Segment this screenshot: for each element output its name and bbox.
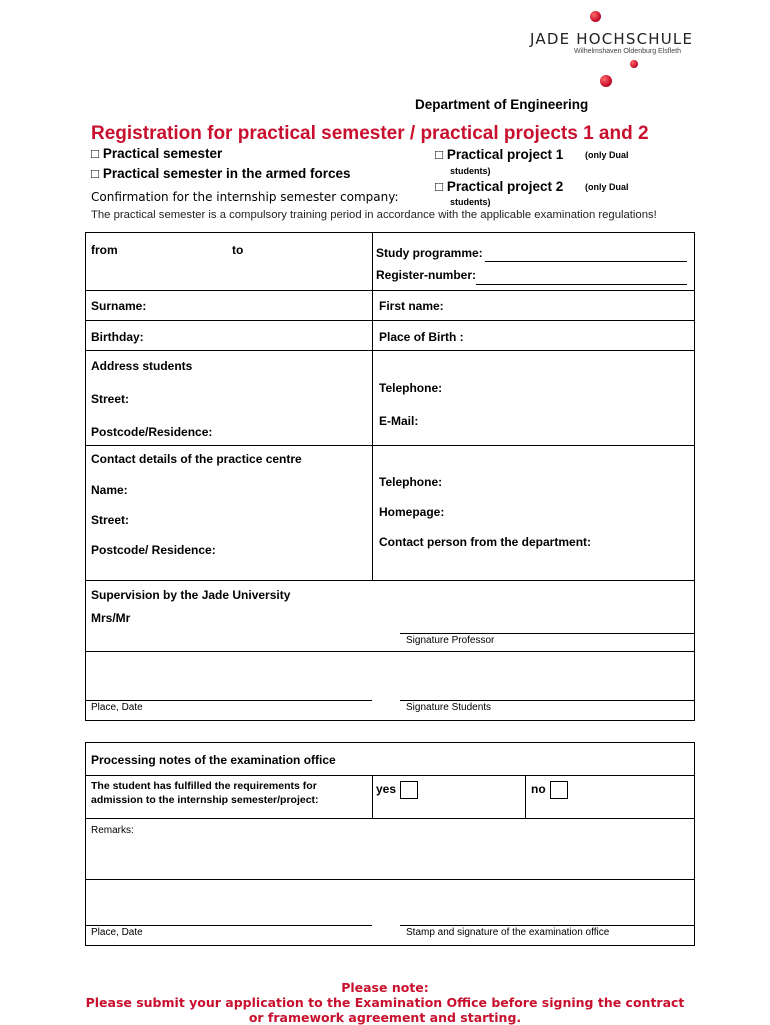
students-2: students) [450,197,491,207]
remarks-label: Remarks: [91,825,134,836]
telephone-label: Telephone: [379,381,443,395]
signature-students-caption: Signature Students [406,702,492,713]
mrs-mr-label: Mrs/Mr [91,611,131,625]
supervision-label: Supervision by the Jade University [91,588,291,602]
fulfilled-line2: admission to the internship semester/project: [91,794,319,806]
note-line1: Please submit your application to the Examination Office before signing the contract [85,995,685,1010]
place-date-line[interactable] [85,700,372,701]
option-armed-forces[interactable]: □ Practical semester in the armed forces [91,166,351,181]
to-label: to [232,243,244,257]
study-programme-field[interactable] [485,261,687,262]
postcode-label: Postcode/Residence: [91,425,213,439]
confirmation-label: Confirmation for the internship semester company: [91,190,399,204]
telephone2-label: Telephone: [379,475,443,489]
office-heading: Processing notes of the examination office [91,753,336,767]
contact-details-label: Contact details of the practice centre [91,452,302,466]
register-number-label: Register-number: [376,268,477,282]
department: Department of Engineering [415,97,589,112]
yes-label: yes [376,782,397,797]
address-students-label: Address students [91,359,193,373]
option-project-1[interactable]: □ Practical project 1 [435,147,564,162]
page-title: Registration for practical semester / practical projects 1 and 2 [91,123,649,144]
street-label: Street: [91,392,130,406]
study-programme-label: Study programme: [376,246,483,260]
no-label: no [531,782,546,797]
signature-professor-line[interactable] [400,633,695,634]
option-project-2[interactable]: □ Practical project 2 [435,179,564,194]
signature-professor-caption: Signature Professor [406,635,495,646]
logo-dot-top [590,11,601,22]
stamp-line[interactable] [400,925,695,926]
yes-option[interactable] [376,781,418,799]
form-divider [372,232,373,580]
note-title: Please note: [341,980,429,995]
street2-label: Street: [91,513,130,527]
fulfilled-line1: The student has fulfilled the requirements for [91,780,317,792]
first-name-label: First name: [379,299,444,313]
option-practical-semester[interactable]: □ Practical semester [91,146,223,161]
office-place-date-line[interactable] [85,925,372,926]
stamp-caption: Stamp and signature of the examination office [406,927,610,938]
note-line2: or framework agreement and starting. [248,1010,522,1025]
logo-cities: Wilhelmshaven Oldenburg Elsfleth [574,48,681,55]
only-dual-2: (only Dual [585,182,629,192]
contact-person-label: Contact person from the department: [379,535,592,549]
office-box [85,742,695,946]
no-option[interactable] [531,781,568,799]
students-1: students) [450,166,491,176]
logo-wordmark: JADE HOCHSCHULE [530,30,694,48]
logo-dot-mid [630,60,638,68]
place-date-caption: Place, Date [91,702,143,713]
no-checkbox[interactable] [550,781,568,799]
logo-dot-low [600,75,612,87]
only-dual-1: (only Dual [585,150,629,160]
description: The practical semester is a compulsory training period in accordance with the applicable examination regulations! [91,209,657,221]
signature-students-line[interactable] [400,700,695,701]
surname-label: Surname: [91,299,147,313]
email-label: E-Mail: [379,414,419,428]
place-of-birth-label: Place of Birth : [379,330,464,344]
birthday-label: Birthday: [91,330,144,344]
from-label: from [91,243,118,257]
homepage-label: Homepage: [379,505,445,519]
yes-checkbox[interactable] [400,781,418,799]
name-label: Name: [91,483,128,497]
office-place-date-caption: Place, Date [91,927,143,938]
register-number-field[interactable] [476,284,687,285]
postcode2-label: Postcode/ Residence: [91,543,216,557]
